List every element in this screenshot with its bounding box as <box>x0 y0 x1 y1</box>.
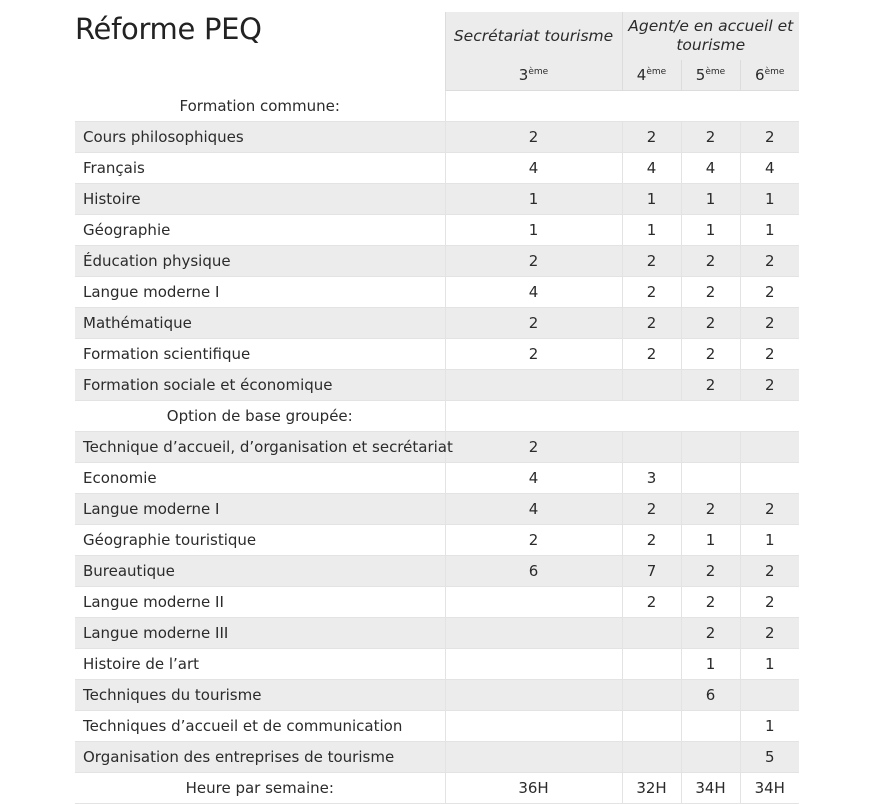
hours-cell: 1 <box>445 215 622 246</box>
course-label: Formation scientifique <box>75 339 445 370</box>
course-label: Langue moderne I <box>75 494 445 525</box>
hours-cell: 4 <box>740 153 799 184</box>
table-row <box>75 494 799 525</box>
hours-cell: 1 <box>740 525 799 556</box>
table-row <box>75 122 799 153</box>
hours-cell: 2 <box>622 494 681 525</box>
total-cell: 34H <box>740 773 799 804</box>
hours-cell: 5 <box>740 742 799 773</box>
total-cell: 36H <box>445 773 622 804</box>
hours-cell: 2 <box>740 587 799 618</box>
course-label: Bureautique <box>75 556 445 587</box>
hours-cell <box>622 618 681 649</box>
hours-cell <box>622 649 681 680</box>
hours-cell <box>681 742 740 773</box>
table-row <box>75 246 799 277</box>
hours-cell: 2 <box>740 618 799 649</box>
hours-cell: 1 <box>740 649 799 680</box>
hours-cell: 2 <box>445 246 622 277</box>
hours-cell: 2 <box>622 246 681 277</box>
course-label: Mathématique <box>75 308 445 339</box>
total-cell: 32H <box>622 773 681 804</box>
group-header-secretariat: Secrétariat tourisme <box>445 12 622 60</box>
course-label: Formation sociale et économique <box>75 370 445 401</box>
hours-cell <box>445 370 622 401</box>
course-label: Langue moderne II <box>75 587 445 618</box>
table-row <box>75 649 799 680</box>
hours-cell: 4 <box>681 153 740 184</box>
total-cell: 34H <box>681 773 740 804</box>
course-label: Techniques du tourisme <box>75 680 445 711</box>
table-row <box>75 215 799 246</box>
table-row <box>75 153 799 184</box>
hours-cell: 2 <box>445 122 622 153</box>
group-header-agent: Agent/e en accueil et tourisme <box>622 12 799 60</box>
hours-cell: 2 <box>740 122 799 153</box>
course-label: Histoire de l’art <box>75 649 445 680</box>
hours-cell <box>445 649 622 680</box>
hours-cell: 1 <box>681 184 740 215</box>
table-row <box>75 556 799 587</box>
year-header-6: 6ème <box>740 60 799 91</box>
table-row <box>75 463 799 494</box>
table-row <box>75 432 799 463</box>
hours-cell: 2 <box>681 494 740 525</box>
table-row <box>75 370 799 401</box>
hours-cell: 4 <box>445 463 622 494</box>
hours-cell: 2 <box>681 556 740 587</box>
hours-cell: 6 <box>445 556 622 587</box>
hours-cell <box>622 680 681 711</box>
hours-cell <box>681 432 740 463</box>
hours-cell: 2 <box>445 339 622 370</box>
year-header-4: 4ème <box>622 60 681 91</box>
hours-cell: 2 <box>740 277 799 308</box>
hours-cell: 2 <box>445 432 622 463</box>
hours-cell: 2 <box>740 308 799 339</box>
section-formation-commune <box>75 91 799 122</box>
table-row <box>75 339 799 370</box>
hours-cell: 2 <box>681 246 740 277</box>
table-row <box>75 184 799 215</box>
hours-cell: 4 <box>445 277 622 308</box>
hours-cell: 2 <box>740 370 799 401</box>
hours-cell: 2 <box>622 122 681 153</box>
hours-cell <box>740 680 799 711</box>
section-heading: Formation commune: <box>75 91 445 122</box>
table-row <box>75 711 799 742</box>
hours-cell: 2 <box>681 587 740 618</box>
hours-cell <box>622 432 681 463</box>
course-label: Français <box>75 153 445 184</box>
hours-cell: 1 <box>445 184 622 215</box>
hours-cell: 2 <box>622 587 681 618</box>
course-label: Economie <box>75 463 445 494</box>
page-title: Réforme PEQ <box>75 12 262 46</box>
hours-cell <box>445 587 622 618</box>
course-label: Langue moderne I <box>75 277 445 308</box>
hours-cell <box>445 618 622 649</box>
hours-cell: 2 <box>622 308 681 339</box>
hours-cell <box>740 432 799 463</box>
hours-cell: 7 <box>622 556 681 587</box>
total-label: Heure par semaine: <box>75 773 445 804</box>
hours-cell: 2 <box>622 525 681 556</box>
table-row <box>75 680 799 711</box>
hours-cell: 2 <box>740 494 799 525</box>
curriculum-table <box>75 12 799 804</box>
table-row <box>75 587 799 618</box>
course-label: Géographie touristique <box>75 525 445 556</box>
course-label: Techniques d’accueil et de communication <box>75 711 445 742</box>
section-option-de-base <box>75 401 799 432</box>
hours-cell: 6 <box>681 680 740 711</box>
table-row <box>75 525 799 556</box>
hours-cell: 2 <box>681 370 740 401</box>
hours-cell: 1 <box>740 215 799 246</box>
hours-cell: 2 <box>445 308 622 339</box>
hours-cell: 1 <box>681 525 740 556</box>
hours-cell: 4 <box>445 153 622 184</box>
hours-cell <box>681 463 740 494</box>
course-label: Éducation physique <box>75 246 445 277</box>
course-label: Histoire <box>75 184 445 215</box>
hours-cell <box>445 742 622 773</box>
year-header-5: 5ème <box>681 60 740 91</box>
course-label: Organisation des entreprises de tourisme <box>75 742 445 773</box>
table-row <box>75 277 799 308</box>
year-header-3: 3ème <box>445 60 622 91</box>
course-label: Langue moderne III <box>75 618 445 649</box>
table-row <box>75 308 799 339</box>
hours-cell: 1 <box>681 649 740 680</box>
hours-cell: 4 <box>622 153 681 184</box>
hours-cell: 2 <box>622 339 681 370</box>
hours-cell: 1 <box>622 215 681 246</box>
course-label: Géographie <box>75 215 445 246</box>
course-label: Technique d’accueil, d’organisation et secrétariat <box>75 432 445 463</box>
hours-cell: 1 <box>740 711 799 742</box>
hours-cell: 2 <box>740 339 799 370</box>
section-blank <box>445 401 799 432</box>
hours-cell: 2 <box>681 122 740 153</box>
hours-cell: 2 <box>681 618 740 649</box>
table-row <box>75 618 799 649</box>
course-label: Cours philosophiques <box>75 122 445 153</box>
hours-cell: 1 <box>622 184 681 215</box>
hours-cell: 2 <box>740 246 799 277</box>
hours-cell <box>445 680 622 711</box>
hours-cell: 2 <box>622 277 681 308</box>
section-heading: Option de base groupée: <box>75 401 445 432</box>
hours-cell <box>681 711 740 742</box>
hours-cell: 1 <box>740 184 799 215</box>
hours-cell: 2 <box>445 525 622 556</box>
section-blank <box>445 91 799 122</box>
hours-cell <box>622 711 681 742</box>
hours-cell: 4 <box>445 494 622 525</box>
hours-cell: 2 <box>681 308 740 339</box>
hours-cell <box>622 742 681 773</box>
hours-cell <box>445 711 622 742</box>
hours-cell: 3 <box>622 463 681 494</box>
hours-cell <box>740 463 799 494</box>
hours-cell: 2 <box>681 339 740 370</box>
table-row <box>75 742 799 773</box>
hours-cell <box>622 370 681 401</box>
hours-cell: 2 <box>681 277 740 308</box>
hours-cell: 2 <box>740 556 799 587</box>
hours-cell: 1 <box>681 215 740 246</box>
